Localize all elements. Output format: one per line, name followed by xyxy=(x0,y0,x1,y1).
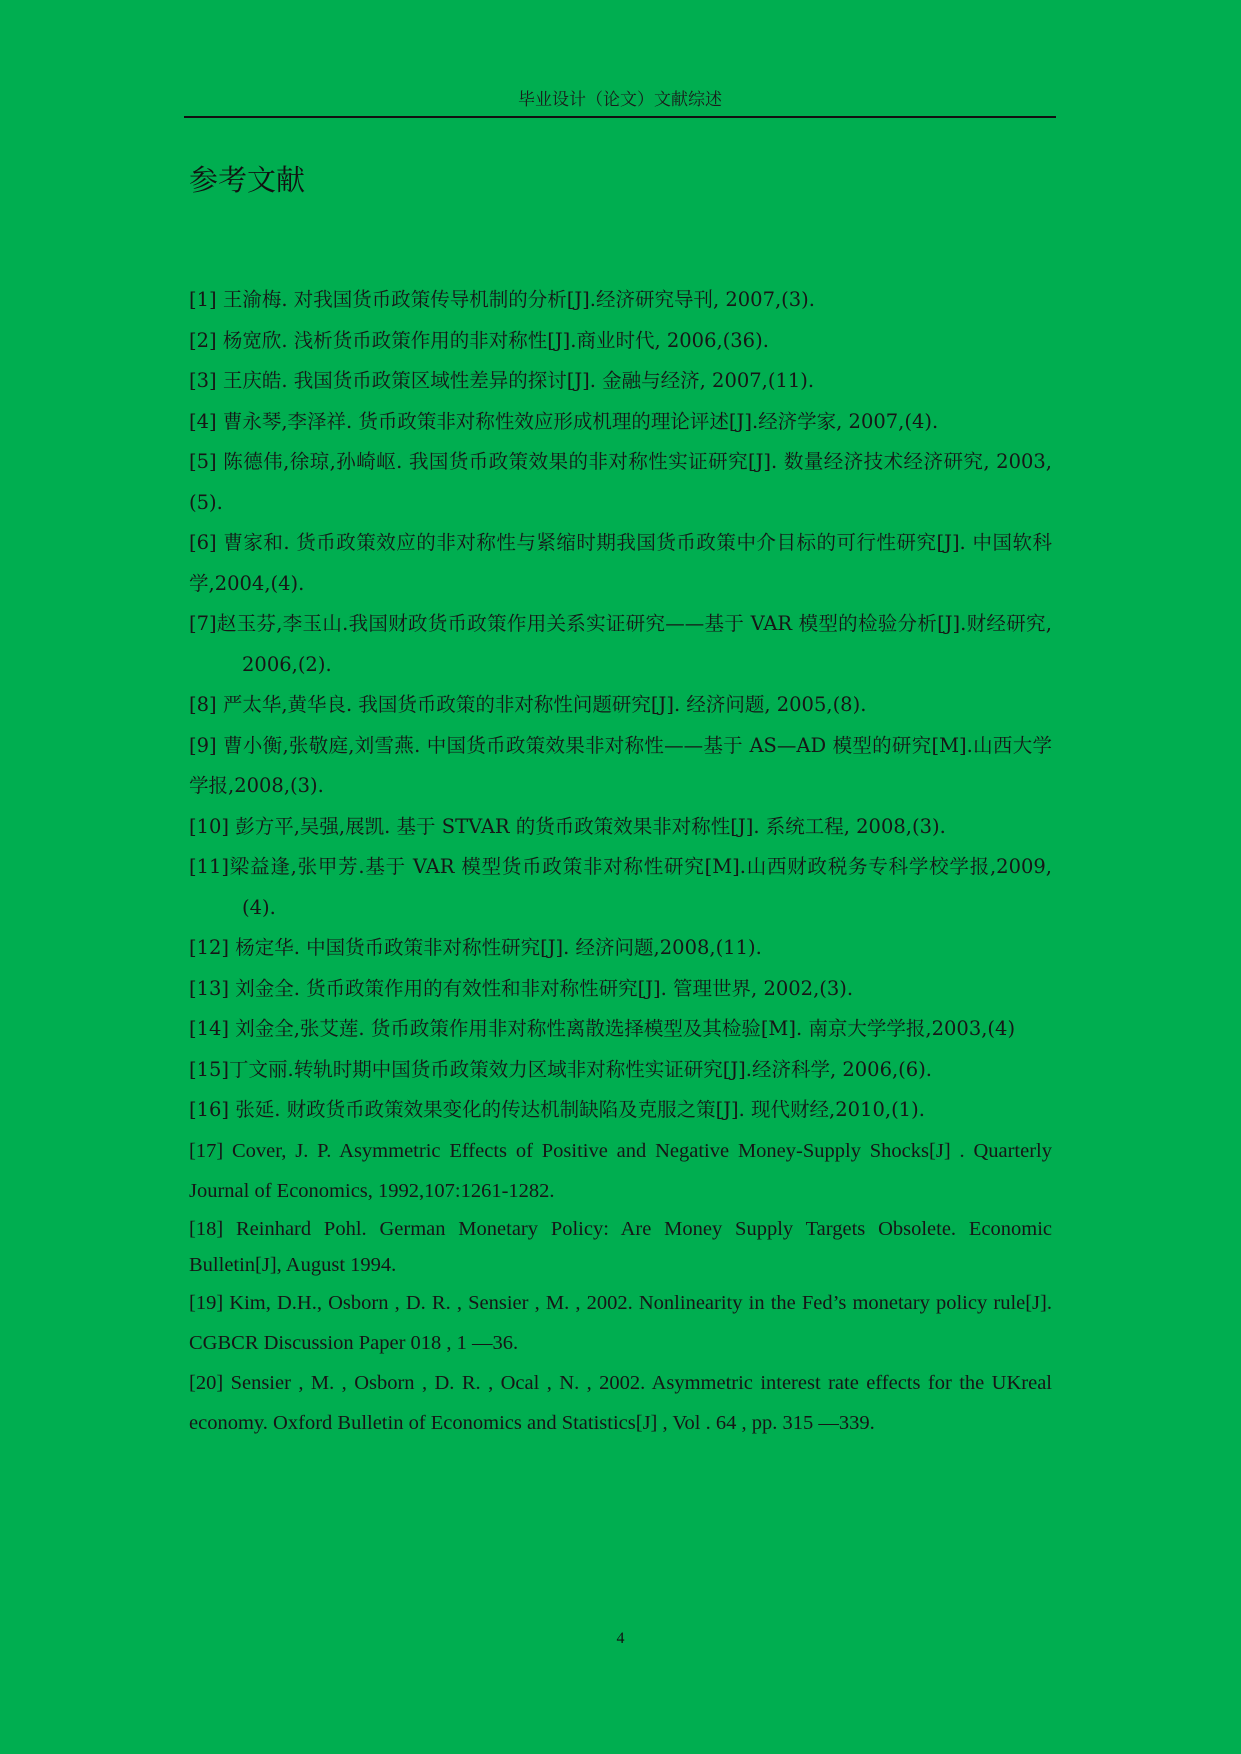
reference-item: [12] 杨定华. 中国货币政策非对称性研究[J]. 经济问题,2008,(11). xyxy=(189,936,762,959)
reference-item: [19] Kim, D.H., Osborn , D. R. , Sensier , M. , 2002. Nonlinearity in the Fed’s monetary policy rule[J]. CGBCR Discussion Paper 018 , 1 —36. xyxy=(189,1291,1052,1354)
section-title: 参考文献 xyxy=(189,163,306,197)
reference-item: [13] 刘金全. 货币政策作用的有效性和非对称性研究[J]. 管理世界, 2002,(3). xyxy=(189,976,854,1000)
header-title: 毕业设计（论文）文献综述 xyxy=(518,90,722,110)
reference-item: [18] Reinhard Pohl. German Monetary Policy: Are Money Supply Targets Obsolete. Economic Bulletin[J], August 1994. xyxy=(189,1217,1052,1276)
reference-item: [14] 刘金全,张艾莲. 货币政策作用非对称性离散选择模型及其检验[M]. 南京大学学报,2003,(4) xyxy=(189,1017,1016,1040)
reference-item: [11]梁益逢,张甲芳.基于 VAR 模型货币政策非对称性研究[M].山西财政税务专科学校学报,2009,(4). xyxy=(189,855,1052,919)
reference-item: [16] 张延. 财政货币政策效果变化的传达机制缺陷及克服之策[J]. 现代财经,2010,(1). xyxy=(189,1098,925,1121)
reference-item: [8] 严太华,黄华良. 我国货币政策的非对称性问题研究[J]. 经济问题, 2005,(8). xyxy=(189,693,867,716)
page-number: 4 xyxy=(616,1630,625,1647)
reference-item: [2] 杨宽欣. 浅析货币政策作用的非对称性[J].商业时代, 2006,(36). xyxy=(189,328,769,352)
reference-item: [6] 曹家和. 货币政策效应的非对称性与紧缩时期我国货币政策中介目标的可行性研究[J]. 中国软科学,2004,(4). xyxy=(189,531,1052,595)
reference-item: [17] Cover, J. P. Asymmetric Effects of Positive and Negative Money-Supply Shocks[J] . Quarterly Journal of Economics, 1992,107:1261-1282. xyxy=(189,1139,1052,1202)
reference-item: [5] 陈德伟,徐琼,孙崎岖. 我国货币政策效果的非对称性实证研究[J]. 数量经济技术经济研究, 2003,(5). xyxy=(189,450,1053,514)
reference-item: [10] 彭方平,吴强,展凯. 基于 STVAR 的货币政策效果非对称性[J]. 系统工程, 2008,(3). xyxy=(189,814,946,838)
reference-item: [1] 王渝梅. 对我国货币政策传导机制的分析[J].经济研究导刊, 2007,(3). xyxy=(189,288,815,311)
reference-list xyxy=(189,280,1052,1443)
reference-item: [20] Sensier , M. , Osborn , D. R. , Ocal , N. , 2002. Asymmetric interest rate effects for the UKreal economy. Oxford Bulletin of Economics and Statistics[J] , Vol . 64 , pp. 315 —339. xyxy=(189,1371,1052,1434)
reference-item: [9] 曹小衡,张敬庭,刘雪燕. 中国货币政策效果非对称性——基于 AS—AD 模型的研究[M].山西大学学报,2008,(3). xyxy=(189,733,1052,797)
reference-item: [7]赵玉芬,李玉山.我国财政货币政策作用关系实证研究——基于 VAR 模型的检验分析[J].财经研究, 2006,(2). xyxy=(189,612,1052,676)
page-header xyxy=(184,88,1056,118)
reference-item: [3] 王庆皓. 我国货币政策区域性差异的探讨[J]. 金融与经济, 2007,(11). xyxy=(189,369,815,392)
reference-item: [15]丁文丽.转轨时期中国货币政策效力区域非对称性实证研究[J].经济科学, 2006,(6). xyxy=(189,1057,932,1081)
reference-item: [4] 曹永琴,李泽祥. 货币政策非对称性效应形成机理的理论评述[J].经济学家, 2007,(4). xyxy=(189,409,939,433)
